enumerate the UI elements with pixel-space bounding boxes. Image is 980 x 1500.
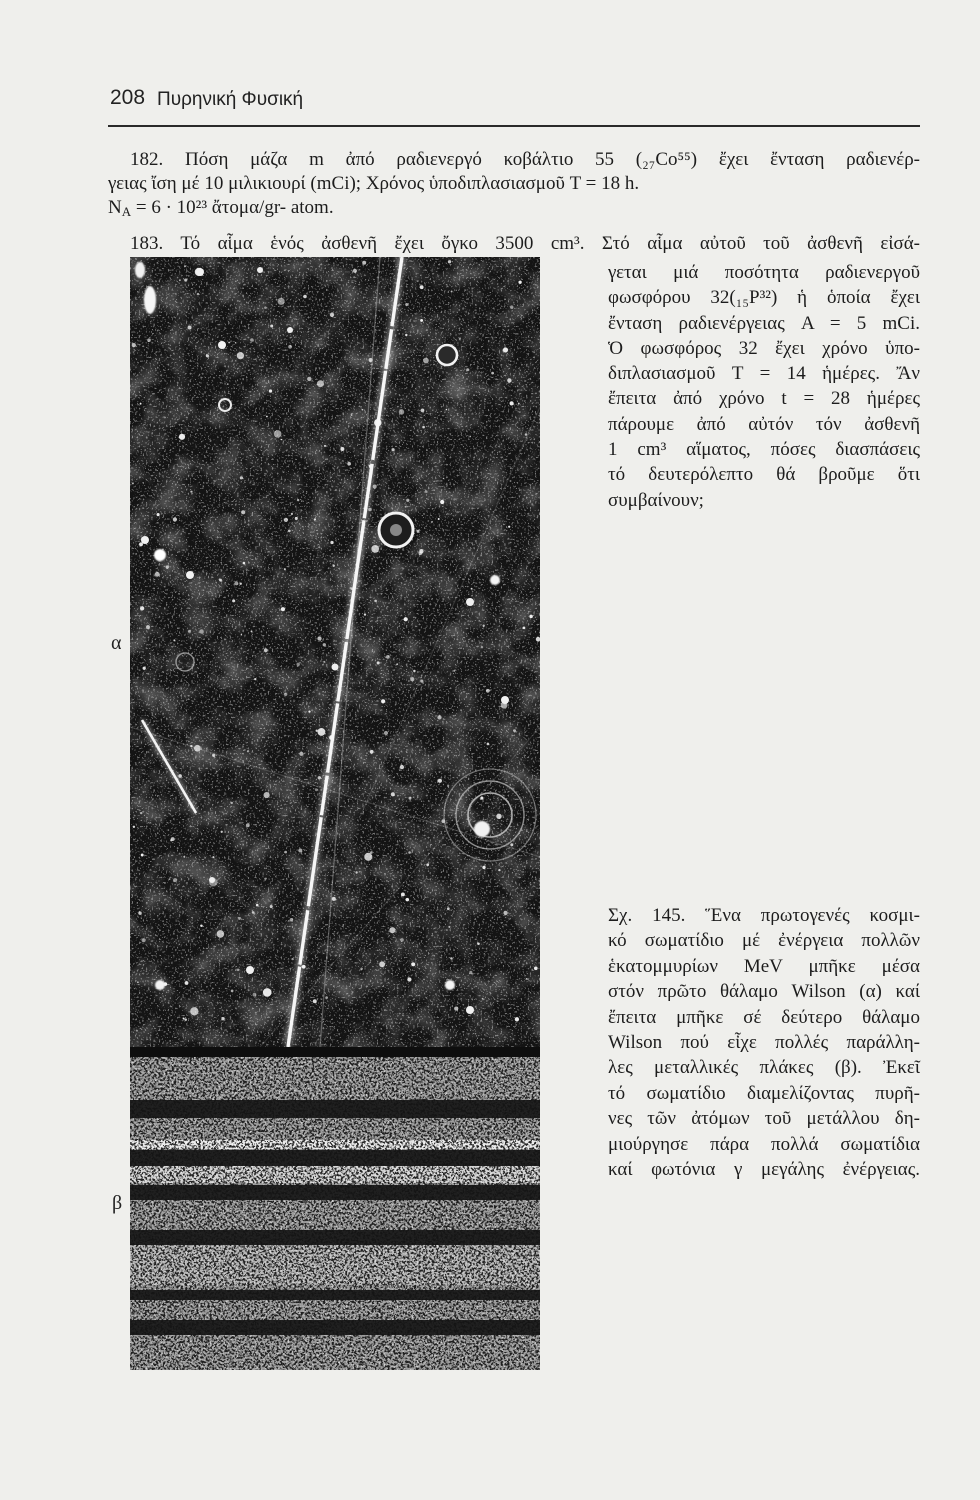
droplet bbox=[263, 988, 272, 997]
droplet bbox=[419, 549, 423, 553]
droplet bbox=[408, 851, 411, 854]
droplet bbox=[518, 281, 521, 284]
droplet bbox=[480, 797, 483, 800]
droplet bbox=[447, 907, 450, 910]
bright-blob bbox=[209, 877, 215, 883]
droplet bbox=[239, 582, 241, 584]
droplet bbox=[284, 692, 287, 695]
droplet bbox=[451, 291, 453, 293]
droplet bbox=[400, 938, 404, 942]
problem-183-line: ἔπειτα ἀπό χρόνο t = 28 ἡμέρες bbox=[608, 388, 920, 410]
bright-blob bbox=[257, 267, 263, 273]
droplet bbox=[235, 582, 239, 586]
droplet bbox=[184, 1018, 187, 1021]
droplet bbox=[270, 325, 273, 328]
droplet bbox=[353, 269, 357, 273]
droplet bbox=[364, 613, 366, 615]
droplet bbox=[278, 298, 285, 305]
droplet bbox=[407, 977, 411, 981]
droplet bbox=[438, 779, 442, 783]
metal-plate bbox=[130, 1150, 540, 1166]
droplet bbox=[481, 646, 483, 648]
droplet bbox=[299, 752, 303, 756]
droplet bbox=[133, 826, 135, 828]
droplet bbox=[143, 667, 146, 670]
droplet bbox=[140, 812, 142, 814]
droplet bbox=[269, 389, 272, 392]
droplet bbox=[274, 430, 282, 438]
problem-183-line: φωσφόρου 32(₁₅P³²) ἡ ὁποία ἔχει bbox=[608, 287, 920, 309]
droplet bbox=[422, 426, 425, 429]
droplet bbox=[184, 279, 187, 282]
droplet bbox=[246, 823, 250, 827]
droplet bbox=[179, 279, 180, 280]
metal-plate bbox=[130, 1320, 540, 1335]
droplet bbox=[410, 677, 414, 681]
droplet bbox=[237, 969, 240, 972]
bright-blob bbox=[154, 549, 166, 561]
droplet bbox=[217, 930, 225, 938]
droplet bbox=[147, 338, 151, 342]
droplet bbox=[443, 478, 444, 479]
page-number: 208 bbox=[110, 86, 146, 109]
problem-182-line bbox=[108, 196, 920, 220]
droplet bbox=[371, 545, 379, 553]
problem-183-line: Ὁ φωσφόρος 32 ἔχει χρόνο ὑπο- bbox=[608, 337, 920, 359]
droplet bbox=[510, 843, 513, 846]
droplet bbox=[423, 358, 429, 364]
droplet bbox=[265, 994, 266, 995]
droplet bbox=[405, 334, 407, 336]
droplet bbox=[447, 785, 448, 786]
bright-blob bbox=[287, 327, 293, 333]
droplet bbox=[510, 401, 514, 405]
problem-182-line: 182. Πόση μάζα m ἀπό ραδιενεργό κοβάλτιο 55 (₂₇Co⁵⁵) ἔχει ἔνταση ραδιενέρ- bbox=[130, 149, 920, 170]
droplet bbox=[199, 629, 203, 633]
bright-blob bbox=[246, 966, 254, 974]
bright-blob bbox=[466, 598, 474, 606]
droplet bbox=[381, 699, 385, 703]
droplet bbox=[140, 403, 142, 405]
droplet bbox=[409, 797, 412, 800]
header-rule bbox=[108, 125, 920, 127]
droplet bbox=[253, 993, 257, 997]
droplet bbox=[227, 383, 229, 385]
bright-blob bbox=[466, 1006, 474, 1014]
caption-line: ἔπειτα μπῆκε σέ δεύτερο θάλαμο bbox=[608, 1006, 920, 1028]
avogadro-symbol: N bbox=[108, 197, 122, 218]
droplet bbox=[426, 863, 429, 866]
droplet bbox=[487, 743, 490, 746]
problem-183-line: γεται μιά ποσότητα ραδιενεργοῦ bbox=[608, 262, 920, 283]
droplet bbox=[483, 625, 485, 627]
droplet-ring bbox=[437, 345, 457, 365]
droplet bbox=[471, 588, 473, 590]
bright-blob bbox=[196, 268, 204, 276]
droplet bbox=[374, 600, 377, 603]
droplet bbox=[256, 904, 259, 907]
problem-183-column bbox=[608, 260, 920, 513]
droplet bbox=[523, 627, 526, 630]
droplet bbox=[400, 765, 404, 769]
droplet bbox=[330, 541, 333, 544]
droplet bbox=[351, 414, 353, 416]
problem-182 bbox=[108, 148, 920, 220]
droplet bbox=[251, 630, 253, 632]
droplet bbox=[183, 1018, 185, 1020]
problem-183-line: ἔνταση ραδιενέργειας A = 5 mCi. bbox=[608, 312, 920, 334]
droplet bbox=[513, 729, 516, 732]
problem-183-line: πάρουμε ἀπό αὐτόν τόν ἀσθενῆ bbox=[608, 413, 920, 435]
droplet bbox=[240, 476, 243, 479]
droplet bbox=[379, 961, 385, 967]
droplet bbox=[221, 831, 223, 833]
droplet-ring-core bbox=[390, 524, 402, 536]
droplet bbox=[421, 409, 425, 413]
droplet bbox=[413, 670, 415, 672]
metal-plate bbox=[130, 1290, 540, 1300]
droplet bbox=[318, 546, 320, 548]
ring-center-blob bbox=[474, 821, 490, 837]
droplet bbox=[237, 352, 244, 359]
droplet bbox=[296, 663, 299, 666]
droplet bbox=[146, 625, 150, 629]
droplet bbox=[370, 750, 374, 754]
droplet bbox=[184, 265, 186, 267]
bright-blob bbox=[135, 262, 145, 278]
droplet bbox=[420, 319, 423, 322]
droplet bbox=[178, 774, 182, 778]
droplet bbox=[362, 261, 366, 265]
droplet bbox=[469, 971, 472, 974]
droplet bbox=[288, 530, 291, 533]
droplet bbox=[486, 689, 490, 693]
droplet bbox=[314, 518, 316, 520]
droplet bbox=[190, 491, 192, 493]
droplet bbox=[406, 898, 410, 902]
droplet bbox=[405, 506, 407, 508]
droplet bbox=[406, 499, 409, 502]
droplet bbox=[315, 788, 318, 791]
droplet bbox=[295, 517, 298, 520]
droplet bbox=[448, 926, 450, 928]
droplet bbox=[288, 345, 292, 349]
droplet bbox=[417, 530, 420, 533]
droplet bbox=[324, 445, 326, 447]
droplet bbox=[142, 938, 146, 942]
problem-183-line: διπλασιασμοῦ T = 14 ἡμέρες. Ἄν bbox=[608, 363, 920, 385]
bright-blob bbox=[155, 980, 165, 990]
droplet bbox=[391, 792, 395, 796]
droplet bbox=[264, 648, 268, 652]
droplet bbox=[254, 678, 256, 680]
droplet bbox=[173, 878, 177, 882]
droplet bbox=[355, 871, 357, 873]
figure-label-a: α bbox=[111, 632, 122, 654]
droplet bbox=[469, 436, 471, 438]
droplet bbox=[212, 856, 214, 858]
droplet bbox=[140, 606, 144, 610]
problem-183-line: 1 cm³ αἵματος, πόσες διασπάσεις bbox=[608, 439, 920, 461]
droplet bbox=[503, 911, 507, 915]
droplet bbox=[526, 978, 528, 980]
droplet bbox=[515, 1017, 519, 1021]
droplet bbox=[411, 962, 415, 966]
droplet bbox=[179, 434, 185, 440]
droplet bbox=[247, 750, 249, 752]
droplet bbox=[232, 599, 235, 602]
caption-line: τό σωματίδιο διαμελίζοντας πυρῆ- bbox=[608, 1082, 920, 1104]
caption-line: καί φωτόνια γ μεγάλης ἐνέργειας. bbox=[608, 1158, 920, 1180]
droplet bbox=[284, 518, 288, 522]
bright-blob bbox=[445, 980, 455, 990]
caption-line: στόν πρῶτο θάλαμο Wilson (α) καί bbox=[608, 981, 920, 1003]
droplet bbox=[360, 968, 363, 971]
metal-plate bbox=[130, 1230, 540, 1245]
droplet bbox=[323, 661, 325, 663]
droplet bbox=[173, 639, 175, 641]
droplet bbox=[170, 839, 172, 841]
droplet bbox=[303, 295, 307, 299]
droplet bbox=[482, 998, 484, 1000]
droplet bbox=[241, 634, 243, 636]
droplet bbox=[307, 377, 311, 381]
running-title: Πυρηνική Φυσική bbox=[157, 89, 304, 110]
droplet bbox=[528, 340, 530, 342]
droplet bbox=[290, 918, 294, 922]
droplet bbox=[231, 802, 233, 804]
droplet bbox=[219, 579, 222, 582]
film-grain bbox=[130, 257, 540, 1049]
caption-line: κό σωματίδιο μέ ἐνέργεια πολλῶν bbox=[608, 930, 920, 952]
droplet bbox=[291, 513, 293, 515]
droplet bbox=[364, 853, 372, 861]
droplet bbox=[370, 851, 373, 854]
droplet bbox=[188, 326, 192, 330]
chamber-a-view bbox=[130, 257, 540, 1049]
droplet bbox=[138, 911, 141, 914]
droplet bbox=[284, 568, 286, 570]
droplet bbox=[252, 911, 255, 914]
droplet bbox=[241, 510, 245, 514]
droplet bbox=[313, 999, 317, 1003]
bright-blob bbox=[332, 664, 339, 671]
figure-caption bbox=[608, 903, 920, 1182]
droplet bbox=[325, 996, 328, 999]
droplet bbox=[377, 661, 380, 664]
droplet bbox=[141, 854, 144, 857]
problem-183-lead bbox=[108, 232, 920, 256]
droplet bbox=[264, 792, 270, 798]
caption-line: ἑκατομμυρίων MeV μπῆκε μέσα bbox=[608, 955, 920, 977]
droplet bbox=[137, 981, 139, 983]
droplet bbox=[496, 814, 501, 819]
droplet bbox=[373, 484, 377, 488]
metal-plate bbox=[130, 1185, 540, 1200]
droplet bbox=[491, 372, 494, 375]
droplet bbox=[437, 715, 441, 719]
droplet bbox=[291, 958, 293, 960]
droplet bbox=[183, 856, 185, 858]
droplet bbox=[284, 851, 287, 854]
droplet bbox=[466, 368, 469, 371]
droplet bbox=[231, 990, 234, 993]
droplet bbox=[450, 957, 452, 959]
droplet bbox=[508, 526, 510, 528]
caption-line: νες τῶν ἀτόμων τοῦ μετάλλου δη- bbox=[608, 1108, 920, 1130]
droplet bbox=[453, 670, 455, 672]
bright-blob bbox=[141, 536, 149, 544]
droplet bbox=[448, 260, 451, 263]
droplet bbox=[250, 338, 254, 342]
droplet bbox=[197, 293, 199, 295]
droplet bbox=[235, 342, 237, 344]
droplet bbox=[525, 433, 528, 436]
droplet bbox=[459, 338, 461, 340]
cloud-chamber-photograph bbox=[130, 257, 540, 1370]
droplet bbox=[446, 409, 448, 411]
bright-blob bbox=[144, 286, 156, 314]
metal-plate bbox=[130, 1047, 540, 1057]
droplet bbox=[340, 447, 344, 451]
droplet bbox=[264, 306, 267, 309]
droplet bbox=[396, 663, 398, 665]
caption-line: Σχ. 145. Ἕνα πρωτογενές κοσμι- bbox=[608, 905, 920, 926]
droplet bbox=[438, 518, 440, 520]
droplet bbox=[216, 771, 218, 773]
droplet bbox=[332, 564, 334, 566]
droplet bbox=[477, 943, 480, 946]
droplet bbox=[317, 380, 324, 387]
caption-line: Wilson πού εἶχε πολλές παράλλη- bbox=[608, 1031, 920, 1053]
droplet bbox=[317, 636, 321, 640]
droplet bbox=[169, 878, 171, 880]
droplet bbox=[200, 924, 202, 926]
droplet bbox=[188, 630, 191, 633]
droplet bbox=[318, 776, 321, 779]
droplet bbox=[332, 897, 336, 901]
problem-183-line: τό δευτερόλεπτο θά βροῦμε ὅτι bbox=[608, 464, 920, 486]
droplet bbox=[518, 403, 520, 405]
bright-blob bbox=[501, 696, 509, 704]
droplet bbox=[386, 655, 390, 659]
droplet bbox=[431, 521, 433, 523]
droplet bbox=[440, 500, 444, 504]
caption-line: λες μεταλλικές πλάκες (β). Ἐκεῖ bbox=[608, 1057, 920, 1079]
figure-label-b: β bbox=[112, 1192, 123, 1214]
droplet bbox=[185, 981, 189, 985]
droplet bbox=[173, 517, 177, 521]
droplet bbox=[266, 416, 268, 418]
problem-183-line: 183. Τό αἷμα ἑνός ἀσθενῆ ἔχει ὄγκο 3500 cm³. Στό αἷμα αὐτοῦ τοῦ ἀσθενῆ εἰσά- bbox=[130, 233, 920, 254]
droplet bbox=[503, 347, 508, 352]
problem-183-line: συμβαίνουν; bbox=[608, 489, 704, 511]
droplet bbox=[507, 378, 511, 382]
droplet bbox=[239, 977, 240, 978]
bright-blob bbox=[218, 341, 226, 349]
droplet bbox=[389, 927, 395, 933]
droplet bbox=[404, 617, 408, 621]
droplet bbox=[243, 562, 246, 565]
droplet bbox=[166, 565, 169, 568]
droplet bbox=[228, 342, 230, 344]
caption-line: μιούργησε πάρα πολλά σωματίδια bbox=[608, 1133, 920, 1155]
droplet bbox=[238, 917, 241, 920]
droplet bbox=[420, 285, 424, 289]
avogadro-subscript: A bbox=[121, 204, 132, 219]
droplet bbox=[454, 1007, 458, 1011]
droplet bbox=[308, 711, 310, 713]
droplet bbox=[281, 439, 282, 440]
droplet bbox=[405, 303, 408, 306]
droplet bbox=[362, 409, 364, 411]
droplet bbox=[323, 643, 326, 646]
droplet bbox=[384, 731, 388, 735]
avogadro-value: = 6 · 10²³ ἄτομα/gr- atom. bbox=[131, 197, 334, 218]
droplet bbox=[534, 966, 538, 970]
droplet bbox=[297, 499, 299, 501]
droplet bbox=[498, 869, 500, 871]
droplet bbox=[157, 513, 160, 516]
chamber-b-plates-view bbox=[130, 1047, 540, 1370]
droplet bbox=[510, 305, 514, 309]
droplet bbox=[343, 924, 345, 926]
problem-182-line: γειας ἴση μέ 10 μιλικιουρί (mCi); Χρόνος ὑποδιπλασιασμοῦ T = 18 h. bbox=[108, 173, 640, 194]
droplet bbox=[317, 344, 319, 346]
droplet bbox=[276, 299, 278, 301]
droplet bbox=[206, 354, 209, 357]
droplet bbox=[482, 866, 485, 869]
droplet bbox=[392, 448, 395, 451]
droplet bbox=[155, 572, 160, 577]
droplet bbox=[347, 462, 351, 466]
droplet bbox=[132, 343, 136, 347]
droplet bbox=[270, 905, 273, 908]
bright-blob bbox=[186, 571, 194, 579]
droplet bbox=[529, 615, 533, 619]
droplet bbox=[190, 1007, 198, 1015]
droplet bbox=[298, 849, 302, 853]
droplet bbox=[132, 483, 134, 485]
droplet bbox=[221, 1017, 224, 1020]
droplet bbox=[264, 878, 266, 880]
droplet bbox=[425, 490, 428, 493]
droplet bbox=[399, 409, 404, 414]
bright-blob bbox=[490, 575, 500, 585]
droplet bbox=[401, 892, 405, 896]
droplet bbox=[136, 1030, 138, 1032]
metal-plate bbox=[130, 1100, 540, 1118]
droplet bbox=[330, 313, 334, 317]
droplet bbox=[317, 728, 325, 736]
droplet bbox=[281, 607, 285, 611]
